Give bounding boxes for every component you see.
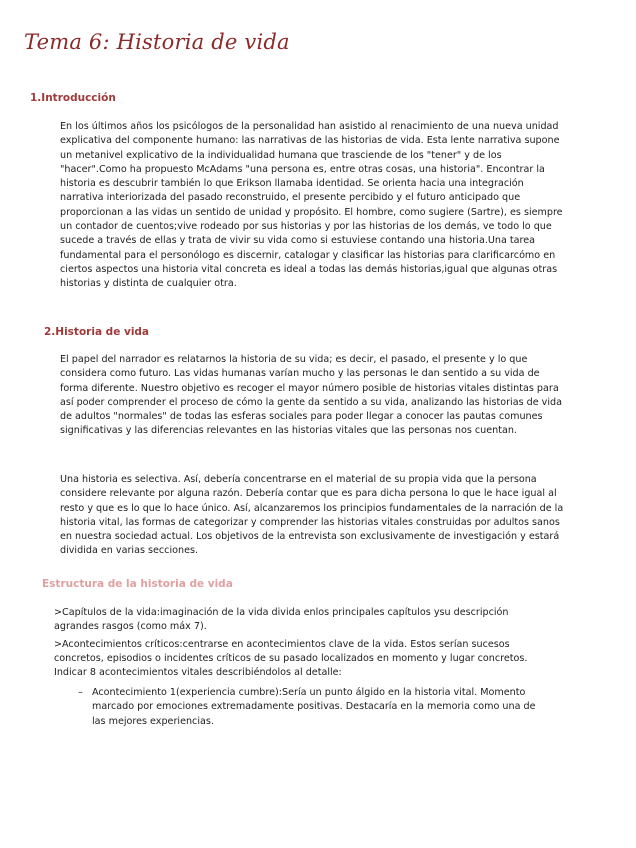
intro-heading: 1.Introducción xyxy=(30,92,116,104)
estructura-sub-list xyxy=(78,686,540,729)
historia-paragraph-1: El papel del narrador es relatarnos la historia de su vida; es decir, el pasado, el presente y lo que considera como futuro. Las vidas humanas varían mucho y las personas le dan sentido a su vida de forma diferente. Nuestro objetivo es recoger el mayor número posible de historias vitales distintas para así poder comprender el proceso de cómo la gente da sentido a su vida, analizando las historias de vida de adultos "normales" de todas las esferas sociales para poder llegar a conocer las pautas comunes significativas y las diferencias relevantes en las historias vitales que las personas nos cuentan. xyxy=(60,354,562,437)
list-item-acontecimientos: >Acontecimientos críticos:centrarse en acontecimientos clave de la vida. Estos serían sucesos concretos, episodios o incidentes críticos de su pasado localizados en momento y lugar concretos. Indicar 8 acontecimientos vitales describiéndolos al detalle: xyxy=(54,638,528,679)
intro-paragraph: En los últimos años los psicólogos de la personalidad han asistido al renacimiento de una nueva unidad explicativa del componente humano: las narrativas de las historias de vida. Esta lente narrativa supone un metanivel explicativo de la individualidad humana que trasciende de los "tener" y de los "hacer".Como ha propuesto McAdams "una persona es, entre otras cosas, una historia". Encontrar la historia es descubrir también lo que Erikson llamaba identidad. Se orienta hacia una integración narrativa interiorizada del pasado reconstruido, el presente percibido y el futuro anticipado que proporcionan a las vidas un sentido de unidad y propósito. El hombre, como sugiere (Sartre), es siempre un contador de cuentos;vive rodeado por sus historias y por las historias de los demás, ve todo lo que sucede a través de ellas y trata de vivir su vida como si estuviese contando una historia.Una tarea fundamental para el personólogo es discernir, catalogar y clasificar las historias para clarificarcómo en ciertos aspectos una historia vital concreta es ideal a todas las demás historias,igual que algunas otras historias y distinta de cualquier otra. xyxy=(60,121,563,290)
sub-list-item-acontecimiento-1 xyxy=(78,686,540,729)
list-item-capitulos: >Capítulos de la vida:imaginación de la vida divida enlos principales capítulos ysu descripción agrandes rasgos (como máx 7). xyxy=(54,607,509,633)
dash-bullet-marker: – xyxy=(78,687,83,698)
sub-list-item-text: Acontecimiento 1(experiencia cumbre):Sería un punto álgido en la historia vital. Momento marcado por emociones extremadamente positivas. Destacaría en la memoria como una de las mejores experiencias. xyxy=(92,687,536,727)
estructura-list xyxy=(54,606,554,683)
estructura-heading: Estructura de la historia de vida xyxy=(42,578,233,590)
historia-paragraph-2: Una historia es selectiva. Así, debería concentrarse en el material de su propia vida que la persona considere relevante por alguna razón. Debería contar que es para dicha persona lo que le hace igual al resto y que es lo que lo hace único. Así, alcanzaremos los principios fundamentales de la narración de la historia vital, las formas de categorizar y comprender las historias vitales construidas por adultos sanos en nuestra sociedad actual. Los objetivos de la entrevista son exclusivamente de investigación y estará dividida en varias secciones. xyxy=(60,474,564,557)
historia-heading: 2.Historia de vida xyxy=(44,326,150,338)
document-title: Tema 6: Historia de vida xyxy=(24,30,290,54)
